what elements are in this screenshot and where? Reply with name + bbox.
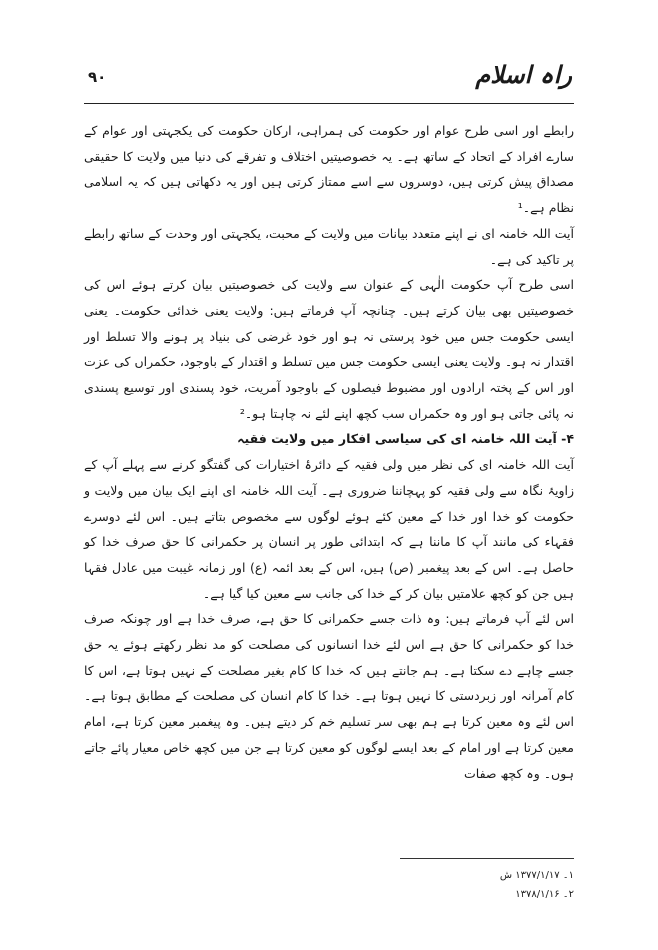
paragraph: رابطے اور اسی طرح عوام اور حکومت کی ہمراہی، ارکان حکومت کی یکجہتی اور عوام کے سارے افراد کے اتحاد کے ساتھ ہے۔ یہ خصوصیتیں اختلاف و تفرقے کی دنیا میں ولایت کا حقیقی مصداق پیش کرتی ہیں، دوسروں سے اسے ممتاز کرتی ہیں اور یہ دکھاتی ہیں کہ یہ اسلامی نظام ہے۔¹ [84,123,574,216]
body-text [84,118,574,786]
header-rule [84,103,574,104]
section-heading: ۴- آیت اللہ خامنہ ای کی سیاسی افکار میں ولایت فقیہ [237,431,574,447]
paragraph: آیت اللہ خامنہ ای کی نظر میں ولی فقیہ کے دائرۂ اختیارات کی گفتگو کرنے سے پہلے آپ کے زاویۂ نگاہ سے ولی فقیہ کو پہچاننا ضروری ہے۔ آیت اللہ خامنہ ای اپنے ایک بیان میں ولایت و حکومت کو خدا اور خدا کے معین کئے ہوئے لوگوں سے مخصوص بتاتے ہیں۔ اس لئے دوسرے فقہاء کی مانند آپ کا ماننا ہے کہ ابتدائی طور پر انسان پر حکمرانی کا حق صرف خدا کو حاصل ہے۔ اس کے بعد پیغمبر (ص) ہیں، اس کے بعد ائمہ (ع) اور زمانہ غیبت میں عادل فقہا ہیں جن کو کچھ علامتیں بیان کر کے خدا کی جانب سے معین کیا گیا ہے۔ [84,457,574,601]
footnote: ۲۔ ۱۳۷۸/۱/۱۶ [515,889,574,900]
footnotes [84,866,574,904]
paragraph: اسی طرح آپ حکومت الٰہی کے عنوان سے ولایت کی خصوصیتیں بیان کرتے ہوئے اس کی خصوصیتیں بھی بیان کرتے ہیں۔ چنانچہ آپ فرماتے ہیں: ولایت یعنی خدائی حکومت۔ یعنی ایسی حکومت جس میں خود پرستی نہ ہو اور خود غرضی کی بنیاد پر ہونے والا تسلط اور اقتدار نہ ہو۔ ولایت یعنی ایسی حکومت جس میں تسلط و اقتدار کے باوجود، حکمراں کی عزت اور اس کے پختہ ارادوں اور مضبوط فیصلوں کے باوجود آمریت، خود پسندی اور توسیع پسندی نہ پائی جاتی ہو اور وہ حکمراں سب کچھ اپنے لئے نہ چاہتا ہو۔² [84,277,574,421]
page-number: ۹۰ [88,68,107,86]
paragraph: اس لئے آپ فرماتے ہیں: وہ ذات جسے حکمرانی کا حق ہے، صرف خدا ہے اور چونکہ صرف خدا کو حکمرانی کا حق ہے اس لئے خدا انسانوں کی مصلحت کو مد نظر رکھتے ہوئے یہ حق جسے چاہے دے سکتا ہے۔ ہم جانتے ہیں کہ خدا کا کام بغیر مصلحت کے نہیں ہوتا ہے، اس کا کام آمرانہ اور زبردستی کا نہیں ہوتا ہے۔ خدا کا کام انسان کی مصلحت کے مطابق ہوتا ہے۔ اس لئے وہ معین کرتا ہے ہم بھی سر تسلیم خم کر دیتے ہیں۔ وہ پیغمبر معین کرتا ہے، امام معین کرتا ہے اور امام کے بعد ایسے لوگوں کو معین کرتا ہے جن میں کچھ خاص معیار پائے جاتے ہوں۔ وہ کچھ صفات [84,611,574,781]
page-header [84,60,574,100]
paragraph: آیت اللہ خامنہ ای نے اپنے متعدد بیانات میں ولایت کے محبت، یکجہتی اور وحدت کے ساتھ رابطے پر تاکید کی ہے۔ [84,225,574,267]
footnote-separator [400,858,574,859]
journal-title: راہ اسلام [475,60,572,89]
footnote: ۱۔ ۱۳۷۷/۱/۱۷ ش [499,870,574,881]
